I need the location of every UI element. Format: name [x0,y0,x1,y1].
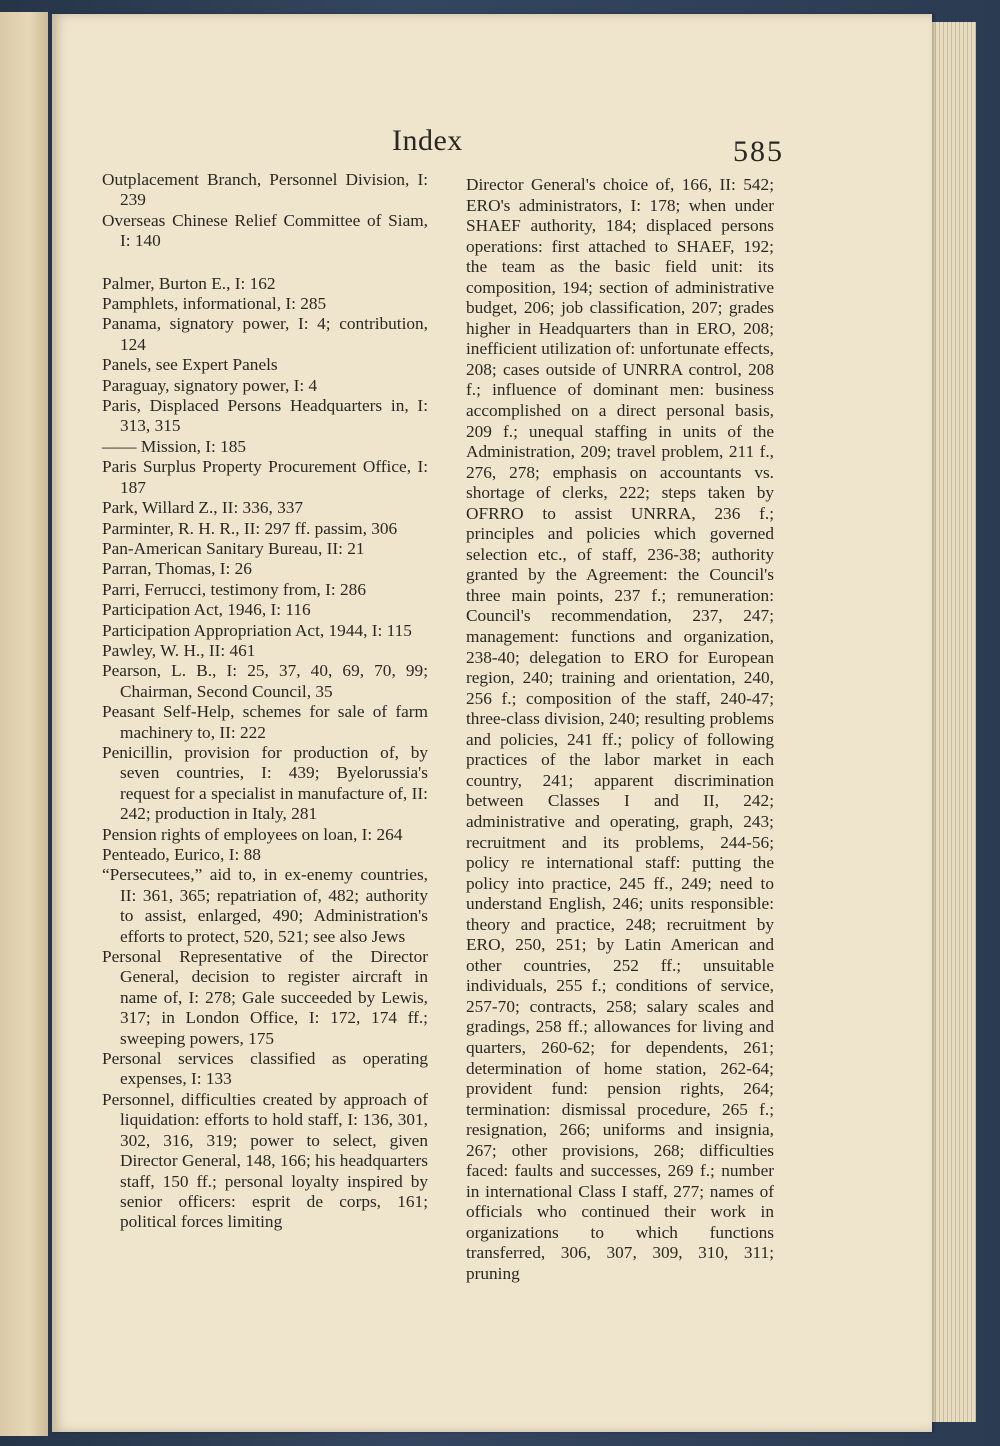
index-entry: —— Mission, I: 185 [102,436,247,456]
index-entry: Park, Willard Z., II: 336, 337 [102,498,304,518]
index-entry: Pearson, L. B., I: 25, 37, 40, 69, 70, 99; Chairman, Second Council, 35 [102,661,428,701]
index-entry: Palmer, Burton E., I: 162 [102,273,276,293]
index-entry: Paris Surplus Property Procurement Office, I: 187 [102,457,428,497]
index-entry: Penicillin, provision for production of, by seven countries, I: 439; Byelorussia's request for a specialist in manufacture of, II: 242; production in Italy, 281 [102,742,428,824]
index-entry: Personnel, difficulties created by approach of liquidation: efforts to hold staff, I: 136, 301, 302, 316, 319; power to select, given Director General, 148, 166; his headquarters staff, 150 ff.; personal loyalty inspired by senior officers: esprit de corps, 161; political forces limiting [102,1089,428,1232]
index-entry: Outplacement Branch, Personnel Division, I: 239 [102,170,428,210]
page-number: 585 [733,135,784,168]
index-entry: Personal Representative of the Director General, decision to register aircraft in name of, I: 278; Gale succeeded by Lewis, 317; in London Office, I: 172, 174 ff.; sweeping powers, 175 [102,947,428,1048]
index-entry: Paris, Displaced Persons Headquarters in, I: 313, 315 [102,396,428,436]
index-entry: Paraguay, signatory power, I: 4 [102,375,318,395]
index-entry: Participation Appropriation Act, 1944, I: 115 [102,620,412,640]
index-column-left [102,170,428,1233]
index-entry: Personal services classified as operating expenses, I: 133 [102,1049,428,1089]
index-entry: Peasant Self-Help, schemes for sale of farm machinery to, II: 222 [102,702,428,742]
index-entry: Pamphlets, informational, I: 285 [102,294,327,314]
index-entry: Penteado, Eurico, I: 88 [102,845,261,864]
index-entry: Panama, signatory power, I: 4; contribution, 124 [102,314,428,354]
index-entry: Parran, Thomas, I: 26 [102,559,252,579]
index-entry: Overseas Chinese Relief Committee of Siam, I: 140 [102,210,428,251]
index-entry: Pan-American Sanitary Bureau, II: 21 [102,538,365,558]
facing-page-edge [0,12,48,1436]
index-entry: Pension rights of employees on loan, I: 264 [102,824,403,844]
index-column-right [466,175,774,1285]
index-entry-continuation: Director General's choice of, 166, II: 542; ERO's administrators, I: 178; when under SHAEF authority, 184; displaced persons operations: first attached to SHAEF, 192; the team as the basic field unit: its composition, 194; section of administrative budget, 206; job classification, 207; grades higher in Headquarters than in ERO, 208; inefficient utilization of: unfortunate effects, 208; cases outside of UNRRA control, 208 f.; influence of dominant men: business accomplished on a direct personal basis, 209 f.; unequal staffing in units of the Administration, 209; travel problem, 211 f., 276, 278; emphasis on accountants vs. shortage of clerks, 222; steps taken by OFRRO to assist UNRRA, 236 f.; principles and policies which governed selection etc., of staff, 236-38; authority granted by the Agreement: the Council's three main points, 237 f.; remuneration: Council's recommendation, 237, 247; management: functions and organization, 238-40; delegation to ERO for European region, 240; training and orientation, 240, 256 f.; composition of the staff, 240-47; three-class division, 240; resulting problems and policies, 241 ff.; policy of following practices of the labor market in each country, 241; apparent discrimination between Classes I and II, 242; administrative and operating, graph, 243; recruitment and its problems, 244-56; policy re international staff: putting the policy into practice, 245 ff., 249; need to understand English, 246; units responsible: theory and practice, 248; recruitment by ERO, 250, 251; by Latin American and other countries, 252 ff.; unsuitable individuals, 255 f.; conditions of service, 257-70; contracts, 258; salary scales and gradings, 258 ff.; allowances for living and quarters, 260-62; for dependents, 261; determination of home station, 262-64; provident fund: pension rights, 264; termination: dismissal procedure, 265 f.; resignation, 266; uniforms and insignia, 267; other provisions, 268; difficulties faced: faults and successes, 269 f.; number in international Class I staff, 277; names of officials who continued their work in organizations to which functions transferred, 306, 307, 309, 310, 311; pruning [466,175,774,1283]
index-entry: “Persecutees,” aid to, in ex-enemy countries, II: 361, 365; repatriation of, 482; authority to assist, enlarged, 490; Administration's efforts to protect, 520, 521; see also Jews [102,865,428,946]
index-entry: Participation Act, 1946, I: 116 [102,600,311,620]
page-title: Index [392,124,463,157]
index-entry: Parri, Ferrucci, testimony from, I: 286 [102,579,366,599]
index-entry: Parminter, R. H. R., II: 297 ff. passim, 306 [102,518,398,538]
index-entry: Pawley, W. H., II: 461 [102,640,256,660]
index-entry: Panels, see Expert Panels [102,355,278,375]
